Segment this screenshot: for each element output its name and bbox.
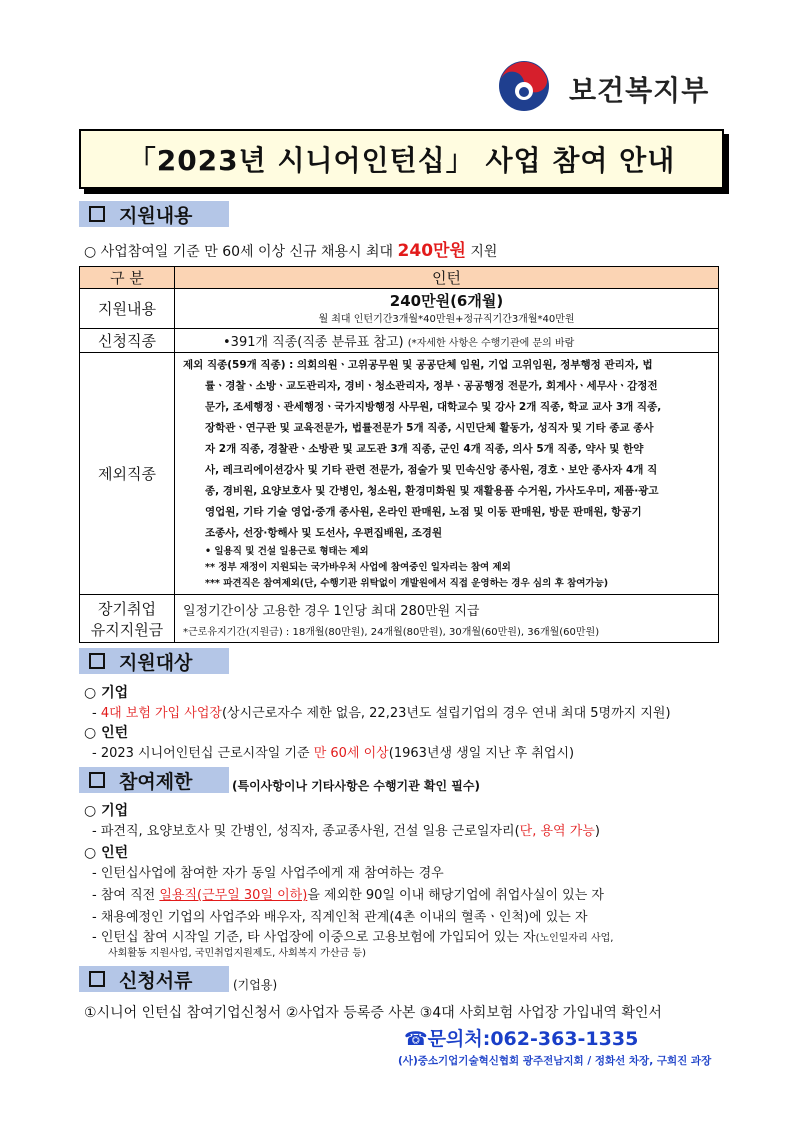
target-company-rest: (상시근로자수 제한 없음, 22,23년도 설립기업의 경우 연내 최대 5명까지 지원) [221, 706, 671, 721]
limits-company-red: 단, 용역 가능 [519, 824, 595, 839]
excluded-line: 사, 레크리에이션강사 및 기타 관련 전문가, 점술가 및 민속신앙 종사원, 경호ㆍ보안 종사자 4개 직 [205, 464, 658, 476]
limits-line-4-small: (노인일자리 사업, [535, 933, 614, 944]
support-table [79, 266, 719, 643]
target-company-line: - 4대 보험 가입 사업장(상시근로자수 제한 없음, 22,23년도 설립기업의 경우 연내 최대 5명까지 지원) [92, 706, 671, 721]
excluded-note: *** 파견직은 참여제외(단, 수행기관 위탁없이 개발원에서 직접 운영하는 경우 심의 후 참여가능) [205, 578, 609, 589]
limits-line-4-text: - 인턴십 참여 시작일 기준, 타 사업장에 이중으로 고용보험에 가입되어 있는 자 [92, 930, 536, 945]
retention-label-1: 장기취업 [98, 599, 156, 618]
support-text-end: 지원 [470, 244, 498, 260]
limits-line-2-pre: - 참여 직전 [92, 888, 156, 903]
page-title: 「2023년 시니어인턴십」 사업 참여 안내 [127, 144, 676, 177]
excluded-line: 영업원, 기타 기술 영업·중개 종사원, 온라인 판매원, 노점 및 이동 판매원, 방문 판매원, 항공기 [205, 506, 642, 518]
checkbox-square-icon [89, 206, 105, 222]
limits-intern: ○ 인턴 [84, 845, 129, 861]
jobs-main: •391개 직종(직종 분류표 참고) [223, 335, 404, 350]
section-header-target [79, 648, 229, 674]
checkbox-square-icon [89, 772, 105, 788]
limits-line-4 [92, 926, 613, 945]
support-amount: 240만원 [397, 241, 466, 261]
retention-cell [175, 595, 719, 643]
target-intern-red: 만 60세 이상 [313, 746, 389, 761]
docs-note: (기업용) [233, 978, 278, 992]
target-company: ○ 기업 [84, 685, 129, 701]
excluded-line: 장학관ㆍ연구관 및 교육전문가, 법률전문가 5개 직종, 시민단체 활동가, 성직자 및 기타 종교 종사 [205, 422, 654, 434]
table-header-intern: 인턴 [175, 267, 719, 289]
support-cell [175, 289, 719, 329]
section-header-docs [79, 966, 229, 992]
row-label-support: 지원내용 [80, 289, 175, 329]
limits-line-2 [92, 884, 604, 903]
retention-label-2: 유지지원금 [90, 620, 164, 639]
support-line [84, 236, 497, 261]
ministry-logo [497, 57, 727, 115]
excluded-note: ** 정부 재정이 지원되는 국가바우처 사업에 참여중인 일자리는 참여 제외 [205, 562, 511, 573]
row-label-excluded: 제외직종 [80, 353, 175, 595]
org-name: 보건복지부 [569, 74, 710, 107]
row-label-jobs: 신청직종 [80, 329, 175, 353]
row-label-retention [80, 595, 175, 643]
limits-company-line [92, 820, 600, 839]
support-amount-main: 240만원(6개월) [389, 291, 504, 310]
checkbox-square-icon [89, 971, 105, 987]
limits-line-2-red: 일용직(근무일 30일 이하) [159, 888, 308, 903]
section-title: 참여제한 [119, 770, 193, 793]
excluded-note: • 일용직 및 건설 일용근로 형태는 제외 [205, 546, 369, 557]
excluded-line: 조종사, 선장·항해사 및 도선사, 우편집배원, 조경원 [205, 527, 443, 539]
limits-line-2-rest: 을 제외한 90일 이내 해당기업에 취업사실이 있는 자 [307, 888, 604, 903]
target-company-red: 4대 보험 가입 사업장 [100, 706, 222, 721]
target-intern-line [92, 742, 574, 761]
limits-line-3: - 채용예정인 기업의 사업주와 배우자, 직계인척 관계(4촌 이내의 혈족ㆍ인척)에 있는 자 [92, 910, 588, 925]
jobs-note: (*자세한 사항은 수행기관에 문의 바람 [407, 338, 575, 349]
limits-note: (특이사항이나 기타사항은 수행기관 확인 필수) [232, 779, 480, 793]
excluded-line: 자 2개 직종, 경찰관ㆍ소방관 및 교도관 3개 직종, 군인 4개 직종, 의사 5개 직종, 약사 및 한약 [205, 443, 644, 455]
excluded-line: 문가, 조세행정ㆍ관세행정ㆍ국가지방행정 사무원, 대학교수 및 강사 2개 직종, 학교 교사 3개 직종, [205, 401, 662, 413]
limits-line-1: - 인턴십사업에 참여한 자가 동일 사업주에게 재 참여하는 경우 [92, 866, 444, 881]
section-title: 지원내용 [119, 204, 193, 227]
support-amount-sub: 월 최대 인턴기간3개월*40만원+정규직기간3개월*40만원 [318, 313, 575, 325]
excluded-cell [175, 353, 719, 595]
contact-phone: ☎문의처:062-363-1335 [404, 1028, 639, 1050]
excluded-line: 제외 직종(59개 직종) : 의회의원ㆍ고위공무원 및 공공단체 임원, 기업 고위임원, 정부행정 관리자, 법 [183, 359, 653, 371]
section-header-limits [79, 767, 229, 793]
retention-main: 일정기간이상 고용한 경우 1인당 최대 280만원 지급 [183, 603, 480, 619]
retention-sub: *근로유지기간(지원금) : 18개월(80만원), 24개월(80만원), 30개월(60만원), 36개월(60만원) [183, 626, 600, 638]
target-intern-rest: (1963년생 생일 지난 후 취업시) [388, 746, 575, 761]
section-header-support [79, 201, 229, 227]
target-intern-text: - 2023 시니어인턴십 근로시작일 기준 [92, 746, 310, 761]
jobs-cell [175, 329, 719, 353]
excluded-line: 종, 경비원, 요양보호사 및 간병인, 청소원, 환경미화원 및 재활용품 수거원, 가사도우미, 제품·광고 [205, 485, 659, 497]
support-text: ○ 사업참여일 기준 만 60세 이상 신규 채용시 최대 [84, 244, 394, 260]
target-intern: ○ 인턴 [84, 725, 129, 741]
checkbox-square-icon [89, 653, 105, 669]
limits-company-text: - 파견직, 요양보호사 및 간병인, 성직자, 종교종사원, 건설 일용 근로일자리( [92, 824, 520, 839]
section-title: 지원대상 [119, 651, 193, 674]
docs-line: ①시니어 인턴십 참여기업신청서 ②사업자 등록증 사본 ③4대 사회보험 사업장 가입내역 확인서 [84, 1005, 662, 1021]
limits-company: ○ 기업 [84, 803, 129, 819]
table-header-category: 구 분 [80, 267, 175, 289]
section-title: 신청서류 [119, 969, 193, 992]
title-box [79, 129, 724, 189]
taegeuk-logo-icon [497, 59, 551, 113]
excluded-line: 률ㆍ경찰ㆍ소방ㆍ교도관리자, 경비ㆍ청소관리자, 정부ㆍ공공행정 전문가, 회계사ㆍ세무사ㆍ감정전 [205, 380, 658, 392]
limits-line-5: 사회활동 지원사업, 국민취업지원제도, 사회복지 가산금 등) [108, 948, 366, 959]
limits-company-end: ) [594, 824, 600, 839]
contact-footer: (사)중소기업기술혁신협회 광주전남지회 / 정화선 차장, 구희진 과장 [398, 1055, 712, 1067]
